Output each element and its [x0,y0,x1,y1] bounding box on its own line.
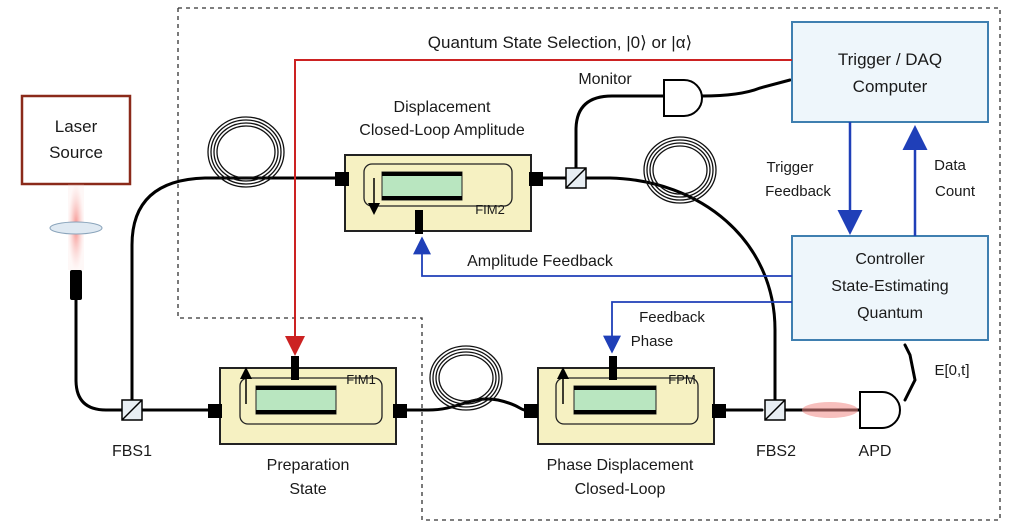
monitor-splitter [566,168,586,188]
apd-detector [802,392,900,428]
cl-phase-label-2: Phase Displacement [546,457,694,474]
controller-label-1: Quantum [857,305,923,322]
e01-label: E[0,t] [934,362,970,379]
fpm-module [524,356,726,444]
fbs1-label: FBS1 [111,443,153,460]
state-prep-label-1: State [289,481,327,498]
state-prep-label-2: Preparation [266,457,350,474]
apd-label: APD [858,443,892,460]
controller-label-2: State-Estimating [831,278,949,295]
feedback-trigger-label-1: Feedback [765,183,831,200]
cl-phase-label-1: Closed-Loop [574,481,666,498]
cl-amp-label-2: Displacement [393,99,491,116]
laser-label-2: Source [49,143,103,162]
fim2-label: FIM2 [475,202,505,217]
controller-box [792,236,988,340]
monitor-label: Monitor [578,71,632,88]
computer-label-1: Trigger / DAQ [837,50,943,69]
count-data-label-1: Count [934,183,976,200]
fbs2-splitter [765,400,785,420]
fbs2-label: FBS2 [755,443,797,460]
laser-beam [50,184,102,300]
count-data-label-2: Data [934,157,966,174]
amp-feedback-label: Amplitude Feedback [467,253,613,270]
fiber-coil-bottom [430,346,502,410]
fim1-label: FIM1 [346,372,376,387]
fim2-module [335,155,543,234]
qss-label: Quantum State Selection, |0⟩ or |α⟩ [427,33,693,52]
monitor-detector [664,80,702,116]
phase-feedback-label-1: Phase [630,333,674,350]
cl-amp-label-1: Closed-Loop Amplitude [359,122,525,139]
fbs1-splitter [122,400,142,420]
feedback-trigger-label-2: Trigger [766,159,814,176]
phase-feedback-label-2: Feedback [639,309,705,326]
controller-label-3: Controller [855,251,925,268]
computer-label-2: Computer [852,77,928,96]
laser-source [22,96,130,184]
computer-box [792,22,988,122]
fim1-module [208,356,407,444]
laser-label-1: Laser [54,117,98,136]
fpm-label: FPM [668,372,696,387]
